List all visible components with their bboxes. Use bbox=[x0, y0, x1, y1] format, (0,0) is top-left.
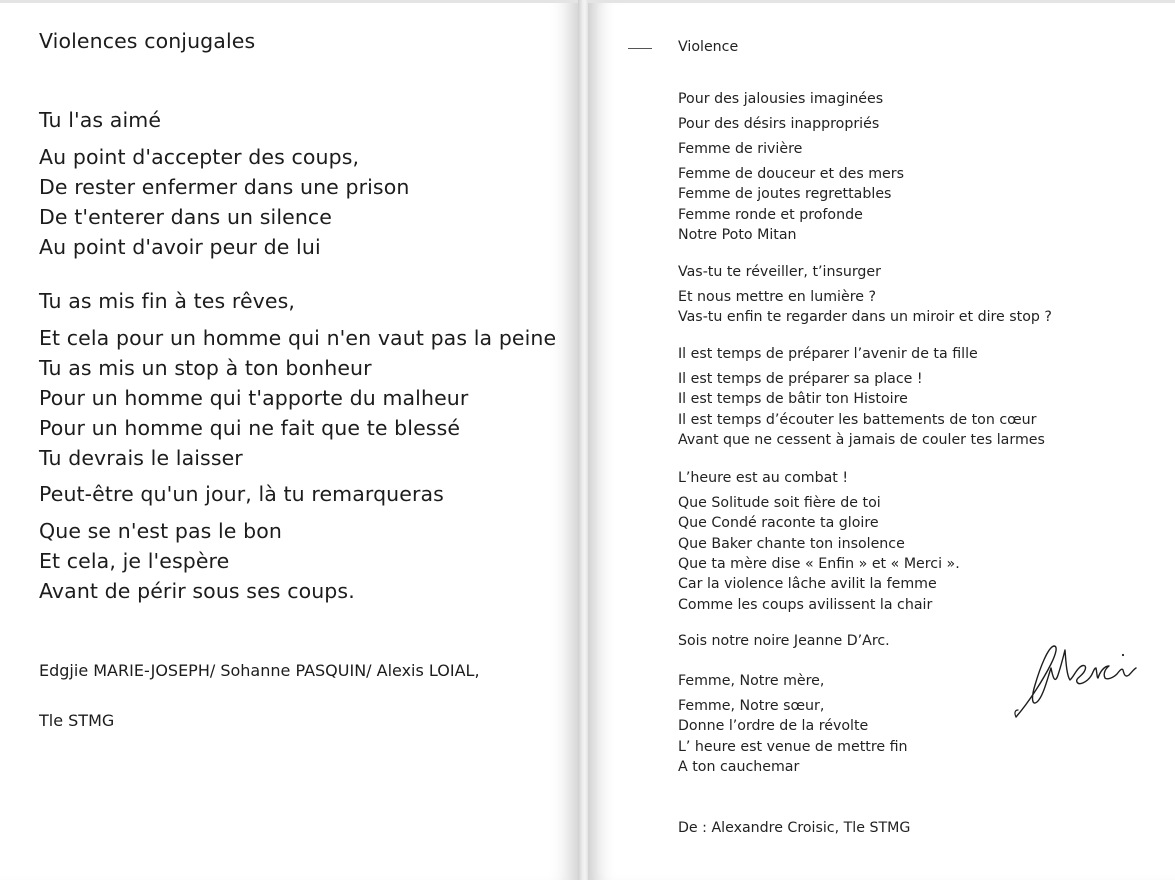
poem-line: Femme ronde et profonde bbox=[678, 206, 863, 223]
poem-line: Que se n'est pas le bon bbox=[39, 519, 282, 543]
poem-line: Pour des jalousies imaginées bbox=[678, 91, 884, 107]
poem-line: Que ta mère dise « Enfin » et « Merci ». bbox=[678, 555, 960, 572]
poem-line: Au point d'accepter des coups, bbox=[39, 145, 360, 169]
poem-line: Peut-être qu'un jour, là tu remarqueras bbox=[39, 482, 444, 506]
poem-line: Vas-tu enfin te regarder dans un miroir et dire stop ? bbox=[678, 309, 1052, 326]
left-page bbox=[0, 0, 580, 880]
right-page bbox=[588, 0, 1175, 880]
poem-title: Violence bbox=[678, 39, 739, 55]
poem-line: Et cela pour un homme qui n'en vaut pas la peine bbox=[39, 326, 557, 350]
poem-line: Comme les coups avilissent la chair bbox=[678, 596, 933, 613]
poem-line: Avant que ne cessent à jamais de couler tes larmes bbox=[678, 431, 1045, 448]
poem-line: Que Condé raconte ta gloire bbox=[678, 515, 879, 532]
poem-line: Femme de joutes regrettables bbox=[678, 186, 892, 203]
poem-line: Avant de périr sous ses coups. bbox=[39, 579, 355, 603]
poem-line: De rester enfermer dans une prison bbox=[39, 175, 410, 199]
poem-line: Pour des désirs inappropriés bbox=[678, 116, 880, 132]
poem-line: Vas-tu te réveiller, t’insurger bbox=[678, 264, 881, 280]
poem-line: Femme, Notre sœur, bbox=[678, 698, 825, 714]
poem-line: A ton cauchemar bbox=[678, 758, 800, 775]
poem-line: Il est temps d’écouter les battements de ton cœur bbox=[678, 411, 1037, 428]
poem-title: Violences conjugales bbox=[39, 29, 256, 53]
poem-line: Tu l'as aimé bbox=[39, 108, 162, 132]
poem-line: Tu as mis un stop à ton bonheur bbox=[39, 356, 372, 380]
poem-line: Que Solitude soit fière de toi bbox=[678, 495, 881, 511]
authors: Edgjie MARIE-JOSEPH/ Sohanne PASQUIN/ Alexis LOIAL, bbox=[39, 661, 480, 680]
poem-line: Il est temps de préparer l’avenir de ta fille bbox=[678, 346, 978, 362]
poem-line: Tu as mis fin à tes rêves, bbox=[39, 289, 296, 313]
poem-line: L’heure est au combat ! bbox=[678, 470, 849, 486]
poem-line: Notre Poto Mitan bbox=[678, 226, 797, 243]
poem-line: Pour un homme qui ne fait que te blessé bbox=[39, 416, 461, 440]
poem-line: Pour un homme qui t'apporte du malheur bbox=[39, 386, 469, 410]
poem-line: Il est temps de bâtir ton Histoire bbox=[678, 391, 908, 408]
poem-line: Femme de douceur et des mers bbox=[678, 166, 904, 182]
poem-line: Au point d'avoir peur de lui bbox=[39, 235, 321, 259]
poem-line: De t'enterer dans un silence bbox=[39, 205, 333, 229]
poem-line: Car la violence lâche avilit la femme bbox=[678, 576, 937, 593]
poem-line: Que Baker chante ton insolence bbox=[678, 535, 905, 552]
poem-line: Et cela, je l'espère bbox=[39, 549, 230, 573]
poem-line: Femme, Notre mère, bbox=[678, 673, 825, 689]
poem-author: De : Alexandre Croisic, Tle STMG bbox=[678, 820, 911, 836]
class-name: Tle STMG bbox=[39, 711, 115, 730]
poem-line: L’ heure est venue de mettre fin bbox=[678, 738, 908, 755]
title-dash bbox=[628, 48, 652, 49]
poem-line: Sois notre noire Jeanne D’Arc. bbox=[678, 633, 890, 649]
merci-signature bbox=[1013, 640, 1143, 722]
poem-line: Femme de rivière bbox=[678, 141, 803, 157]
poem-line: Donne l’ordre de la révolte bbox=[678, 718, 869, 735]
poem-line: Tu devrais le laisser bbox=[39, 446, 243, 470]
poem-line: Et nous mettre en lumière ? bbox=[678, 289, 876, 305]
poem-line: Il est temps de préparer sa place ! bbox=[678, 371, 923, 387]
